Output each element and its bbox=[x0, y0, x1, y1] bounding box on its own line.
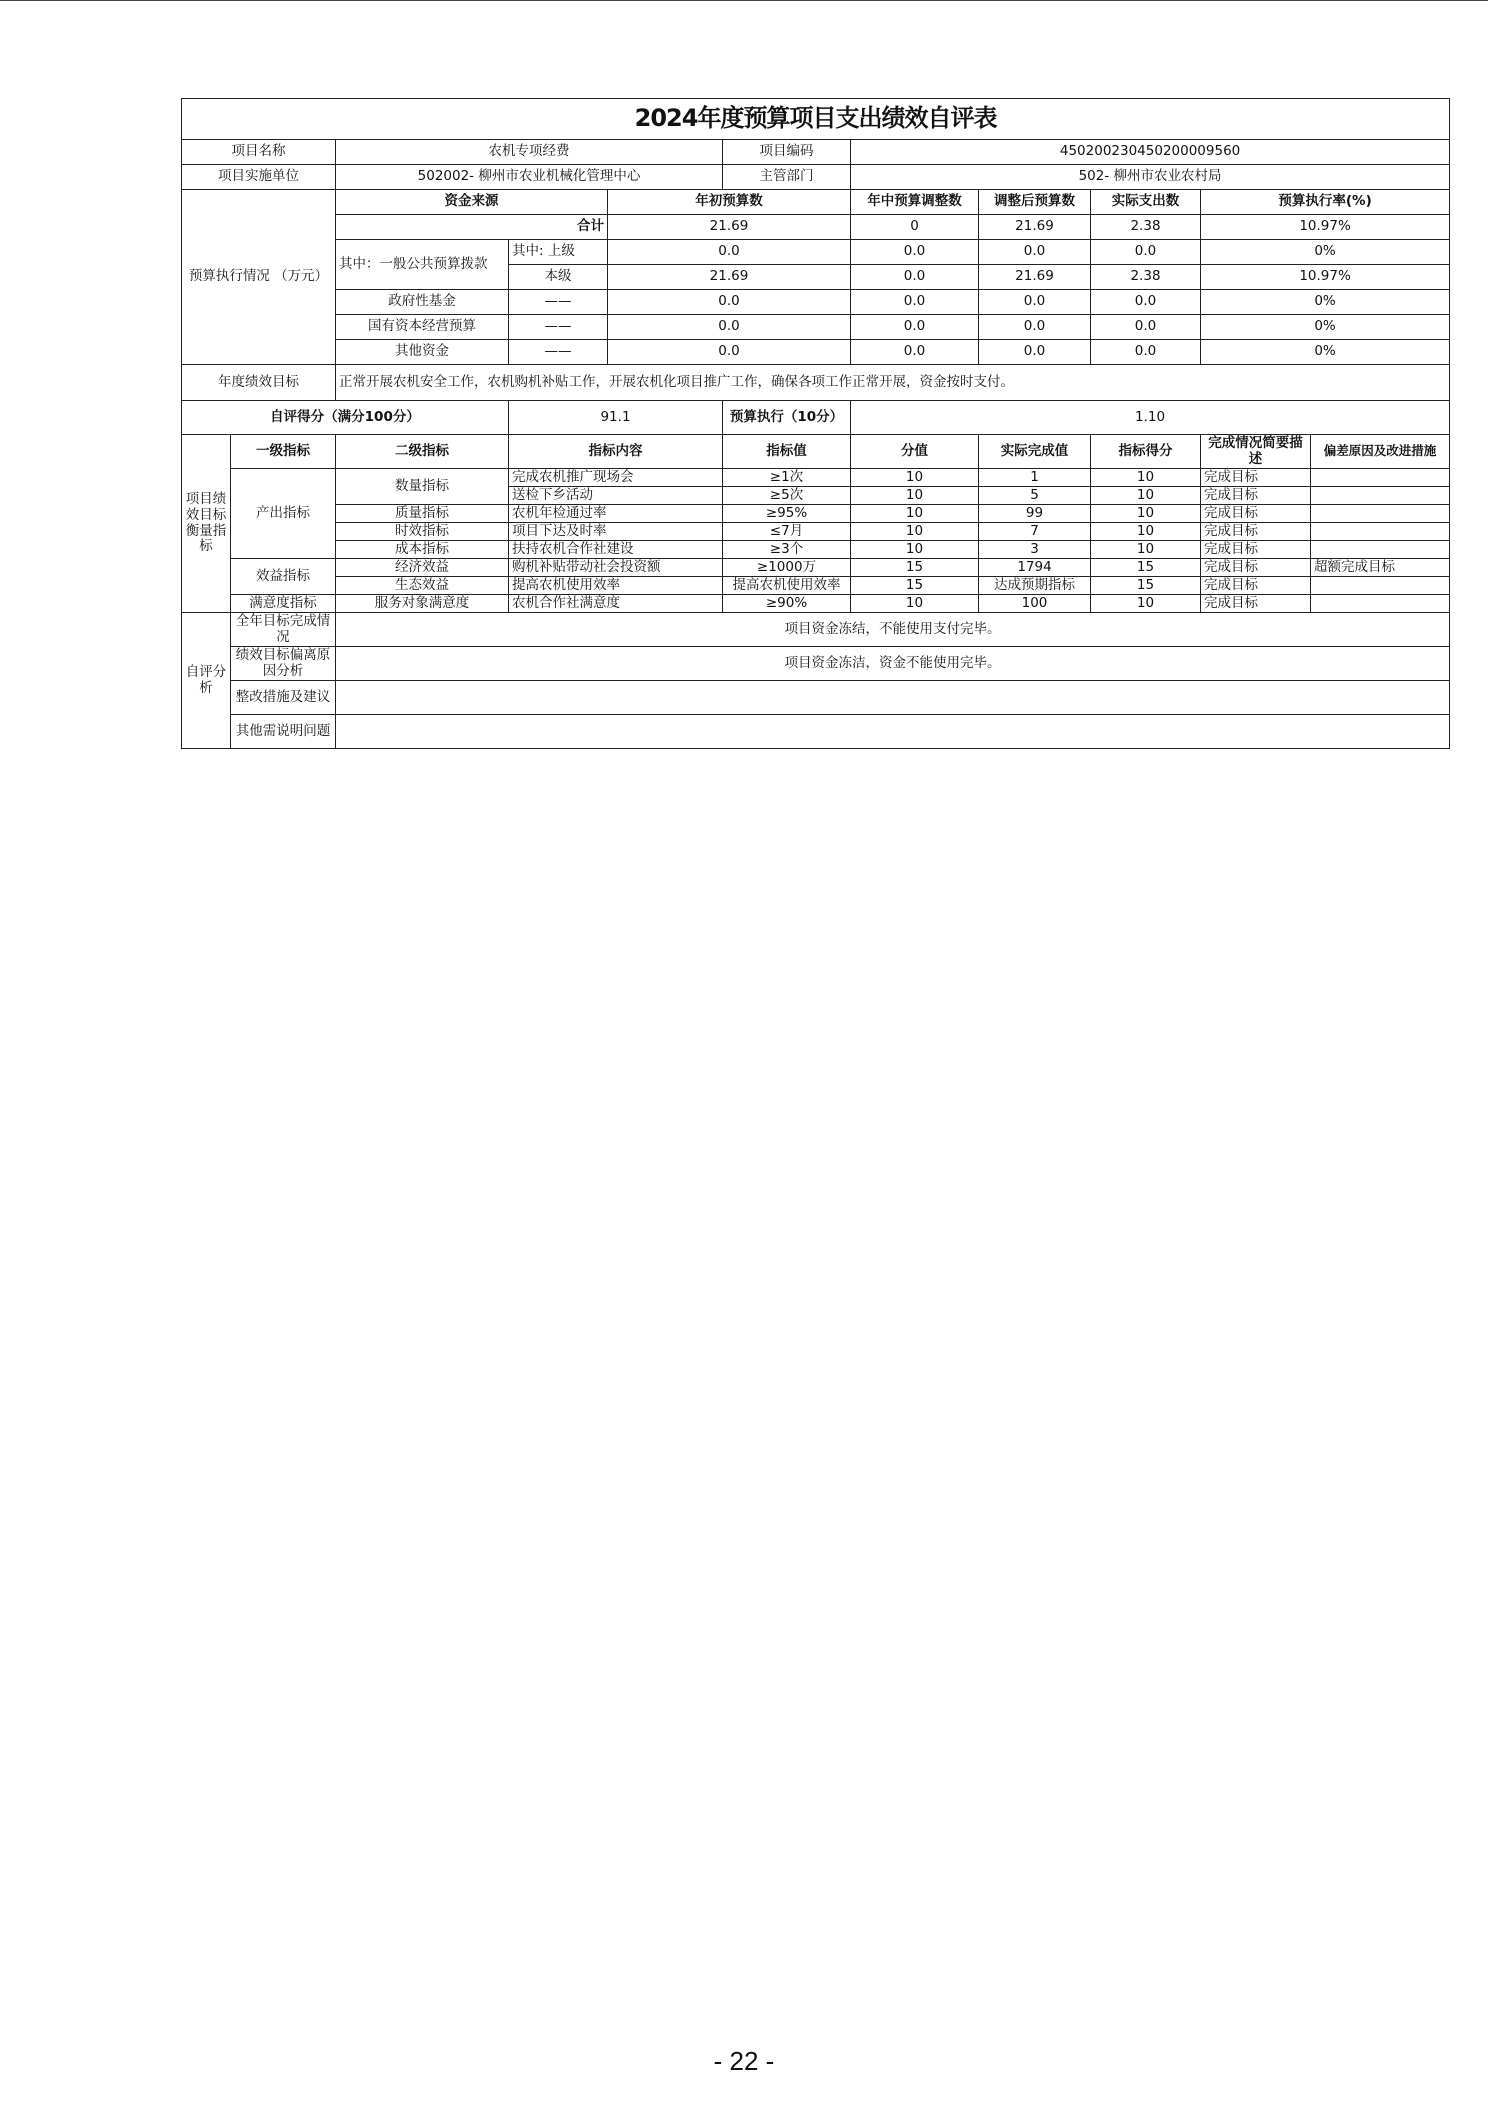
level2-cost: 成本指标 bbox=[336, 541, 509, 559]
indicator-weight: 10 bbox=[851, 505, 979, 523]
indicator-weight: 15 bbox=[851, 559, 979, 577]
indicator-content: 项目下达及时率 bbox=[509, 523, 723, 541]
indicator-actual: 1794 bbox=[979, 559, 1091, 577]
budget-sub-label: 本级 bbox=[509, 265, 608, 290]
indicator-status: 完成目标 bbox=[1201, 487, 1311, 505]
indicator-status: 完成目标 bbox=[1201, 505, 1311, 523]
level2-service-satisfaction: 服务对象满意度 bbox=[336, 595, 509, 613]
indicator-score: 10 bbox=[1091, 487, 1201, 505]
indicator-content: 完成农机推广现场会 bbox=[509, 469, 723, 487]
budget-header-actual: 实际支出数 bbox=[1091, 190, 1201, 215]
indicator-target: 提高农机使用效率 bbox=[723, 577, 851, 595]
budget-cell: 0.0 bbox=[979, 290, 1091, 315]
indicator-score: 10 bbox=[1091, 505, 1201, 523]
budget-cell: 0.0 bbox=[608, 340, 851, 365]
table-title: 2024年度预算项目支出绩效自评表 bbox=[182, 99, 1450, 140]
budget-total-label: 合计 bbox=[336, 215, 608, 240]
indicator-reason bbox=[1311, 523, 1450, 541]
indicator-reason bbox=[1311, 577, 1450, 595]
indicator-actual: 99 bbox=[979, 505, 1091, 523]
indicator-content: 农机合作社满意度 bbox=[509, 595, 723, 613]
indicator-weight: 10 bbox=[851, 523, 979, 541]
project-unit-label: 项目实施单位 bbox=[182, 165, 336, 190]
budget-cell: 10.97% bbox=[1201, 265, 1450, 290]
analysis-item-text: 项目资金冻结，不能使用支付完毕。 bbox=[336, 613, 1450, 647]
level2-ecological: 生态效益 bbox=[336, 577, 509, 595]
budget-cell: 0.0 bbox=[851, 265, 979, 290]
indicator-score: 10 bbox=[1091, 595, 1201, 613]
indicator-header: 二级指标 bbox=[336, 435, 509, 469]
budget-cell: 2.38 bbox=[1091, 265, 1201, 290]
analysis-item-text: 项目资金冻洁，资金不能使用完毕。 bbox=[336, 647, 1450, 681]
budget-row-label: 其他资金 bbox=[336, 340, 509, 365]
budget-cell: 0.0 bbox=[851, 290, 979, 315]
indicator-reason bbox=[1311, 505, 1450, 523]
analysis-item-label: 整改措施及建议 bbox=[231, 681, 336, 715]
indicator-status: 完成目标 bbox=[1201, 559, 1311, 577]
indicator-actual: 5 bbox=[979, 487, 1091, 505]
budget-cell: 0.0 bbox=[608, 290, 851, 315]
indicator-status: 完成目标 bbox=[1201, 577, 1311, 595]
budget-header-rate: 预算执行率(%) bbox=[1201, 190, 1450, 215]
indicator-actual: 100 bbox=[979, 595, 1091, 613]
indicator-reason bbox=[1311, 541, 1450, 559]
indicator-status: 完成目标 bbox=[1201, 523, 1311, 541]
indicator-actual: 达成预期指标 bbox=[979, 577, 1091, 595]
indicator-section-label: 项目绩效目标衡量指标 bbox=[182, 435, 231, 613]
indicator-content: 购机补贴带动社会投资额 bbox=[509, 559, 723, 577]
budget-cell: 0.0 bbox=[1091, 240, 1201, 265]
analysis-item-text bbox=[336, 715, 1450, 749]
indicator-actual: 3 bbox=[979, 541, 1091, 559]
level2-quality: 质量指标 bbox=[336, 505, 509, 523]
budget-cell: 0.0 bbox=[608, 315, 851, 340]
indicator-weight: 10 bbox=[851, 541, 979, 559]
indicator-header: 偏差原因及改进措施 bbox=[1311, 435, 1450, 469]
self-score-label: 自评得分（满分100分） bbox=[182, 401, 509, 435]
indicator-target: ≤7月 bbox=[723, 523, 851, 541]
project-name: 农机专项经费 bbox=[336, 140, 723, 165]
budget-dash: —— bbox=[509, 315, 608, 340]
indicator-score: 10 bbox=[1091, 541, 1201, 559]
indicator-weight: 10 bbox=[851, 469, 979, 487]
indicator-content: 扶持农机合作社建设 bbox=[509, 541, 723, 559]
budget-cell: 0.0 bbox=[1091, 340, 1201, 365]
indicator-status: 完成目标 bbox=[1201, 541, 1311, 559]
indicator-content: 提高农机使用效率 bbox=[509, 577, 723, 595]
dept-label: 主管部门 bbox=[723, 165, 851, 190]
indicator-target: ≥1000万 bbox=[723, 559, 851, 577]
indicator-content: 送检下乡活动 bbox=[509, 487, 723, 505]
level2-economic: 经济效益 bbox=[336, 559, 509, 577]
indicator-reason bbox=[1311, 469, 1450, 487]
indicator-header: 实际完成值 bbox=[979, 435, 1091, 469]
budget-dash: —— bbox=[509, 340, 608, 365]
budget-cell: 0.0 bbox=[1091, 290, 1201, 315]
indicator-header: 分值 bbox=[851, 435, 979, 469]
budget-general-label: 其中：一般公共预算拨款 bbox=[336, 240, 509, 290]
budget-cell: 0% bbox=[1201, 240, 1450, 265]
budget-cell: 0% bbox=[1201, 290, 1450, 315]
indicator-actual: 7 bbox=[979, 523, 1091, 541]
budget-cell: 0% bbox=[1201, 340, 1450, 365]
indicator-reason: 超额完成目标 bbox=[1311, 559, 1450, 577]
indicator-weight: 10 bbox=[851, 487, 979, 505]
indicator-target: ≥3个 bbox=[723, 541, 851, 559]
budget-header-adjust: 年中预算调整数 bbox=[851, 190, 979, 215]
budget-exec-score-label: 预算执行（10分） bbox=[723, 401, 851, 435]
project-code: 450200230450200009560 bbox=[851, 140, 1450, 165]
budget-cell: 0.0 bbox=[979, 340, 1091, 365]
level1-output: 产出指标 bbox=[231, 469, 336, 559]
dept-value: 502- 柳州市农业农村局 bbox=[851, 165, 1450, 190]
budget-cell: 21.69 bbox=[608, 215, 851, 240]
budget-cell: 0.0 bbox=[851, 340, 979, 365]
indicator-header: 指标值 bbox=[723, 435, 851, 469]
analysis-item-text bbox=[336, 681, 1450, 715]
budget-header-source: 资金来源 bbox=[336, 190, 608, 215]
project-code-label: 项目编码 bbox=[723, 140, 851, 165]
indicator-weight: 15 bbox=[851, 577, 979, 595]
level2-timeliness: 时效指标 bbox=[336, 523, 509, 541]
indicator-header: 一级指标 bbox=[231, 435, 336, 469]
budget-cell: 0.0 bbox=[979, 315, 1091, 340]
project-unit: 502002- 柳州市农业机械化管理中心 bbox=[336, 165, 723, 190]
analysis-item-label: 绩效目标偏离原因分析 bbox=[231, 647, 336, 681]
indicator-reason bbox=[1311, 487, 1450, 505]
top-border-line bbox=[0, 0, 1488, 1]
indicator-score: 15 bbox=[1091, 577, 1201, 595]
indicator-weight: 10 bbox=[851, 595, 979, 613]
budget-section-label: 预算执行情况 （万元） bbox=[182, 190, 336, 365]
indicator-actual: 1 bbox=[979, 469, 1091, 487]
indicator-header: 指标得分 bbox=[1091, 435, 1201, 469]
annual-goal-label: 年度绩效目标 bbox=[182, 365, 336, 401]
budget-cell: 0.0 bbox=[851, 240, 979, 265]
budget-header-adjusted: 调整后预算数 bbox=[979, 190, 1091, 215]
indicator-target: ≥5次 bbox=[723, 487, 851, 505]
indicator-reason bbox=[1311, 595, 1450, 613]
indicator-score: 15 bbox=[1091, 559, 1201, 577]
level1-satisfaction: 满意度指标 bbox=[231, 595, 336, 613]
performance-self-evaluation-sheet bbox=[181, 98, 1450, 749]
budget-cell: 0.0 bbox=[979, 240, 1091, 265]
analysis-item-label: 全年目标完成情况 bbox=[231, 613, 336, 647]
indicator-content: 农机年检通过率 bbox=[509, 505, 723, 523]
analysis-section-label: 自评分析 bbox=[182, 613, 231, 749]
level2-quantity: 数量指标 bbox=[336, 469, 509, 505]
indicator-status: 完成目标 bbox=[1201, 595, 1311, 613]
indicator-target: ≥90% bbox=[723, 595, 851, 613]
budget-cell: 0 bbox=[851, 215, 979, 240]
budget-cell: 0.0 bbox=[608, 240, 851, 265]
budget-cell: 2.38 bbox=[1091, 215, 1201, 240]
self-score-value: 91.1 bbox=[509, 401, 723, 435]
budget-cell: 0.0 bbox=[1091, 315, 1201, 340]
budget-cell: 0.0 bbox=[851, 315, 979, 340]
indicator-score: 10 bbox=[1091, 523, 1201, 541]
budget-dash: —— bbox=[509, 290, 608, 315]
budget-cell: 0% bbox=[1201, 315, 1450, 340]
budget-row-label: 政府性基金 bbox=[336, 290, 509, 315]
indicator-status: 完成目标 bbox=[1201, 469, 1311, 487]
annual-goal-text: 正常开展农机安全工作，农机购机补贴工作，开展农机化项目推广工作，确保各项工作正常开展，资金按时支付。 bbox=[336, 365, 1450, 401]
budget-cell: 21.69 bbox=[608, 265, 851, 290]
performance-table bbox=[181, 98, 1450, 749]
budget-cell: 21.69 bbox=[979, 215, 1091, 240]
budget-sub-label: 其中: 上级 bbox=[509, 240, 608, 265]
indicator-header: 指标内容 bbox=[509, 435, 723, 469]
budget-exec-score-value: 1.10 bbox=[851, 401, 1450, 435]
level1-benefit: 效益指标 bbox=[231, 559, 336, 595]
indicator-header: 完成情况简要描述 bbox=[1201, 435, 1311, 469]
analysis-item-label: 其他需说明问题 bbox=[231, 715, 336, 749]
budget-header-initial: 年初预算数 bbox=[608, 190, 851, 215]
indicator-target: ≥1次 bbox=[723, 469, 851, 487]
budget-cell: 21.69 bbox=[979, 265, 1091, 290]
indicator-target: ≥95% bbox=[723, 505, 851, 523]
budget-cell: 10.97% bbox=[1201, 215, 1450, 240]
project-name-label: 项目名称 bbox=[182, 140, 336, 165]
budget-row-label: 国有资本经营预算 bbox=[336, 315, 509, 340]
page-number: - 22 - bbox=[713, 2046, 775, 2076]
indicator-score: 10 bbox=[1091, 469, 1201, 487]
